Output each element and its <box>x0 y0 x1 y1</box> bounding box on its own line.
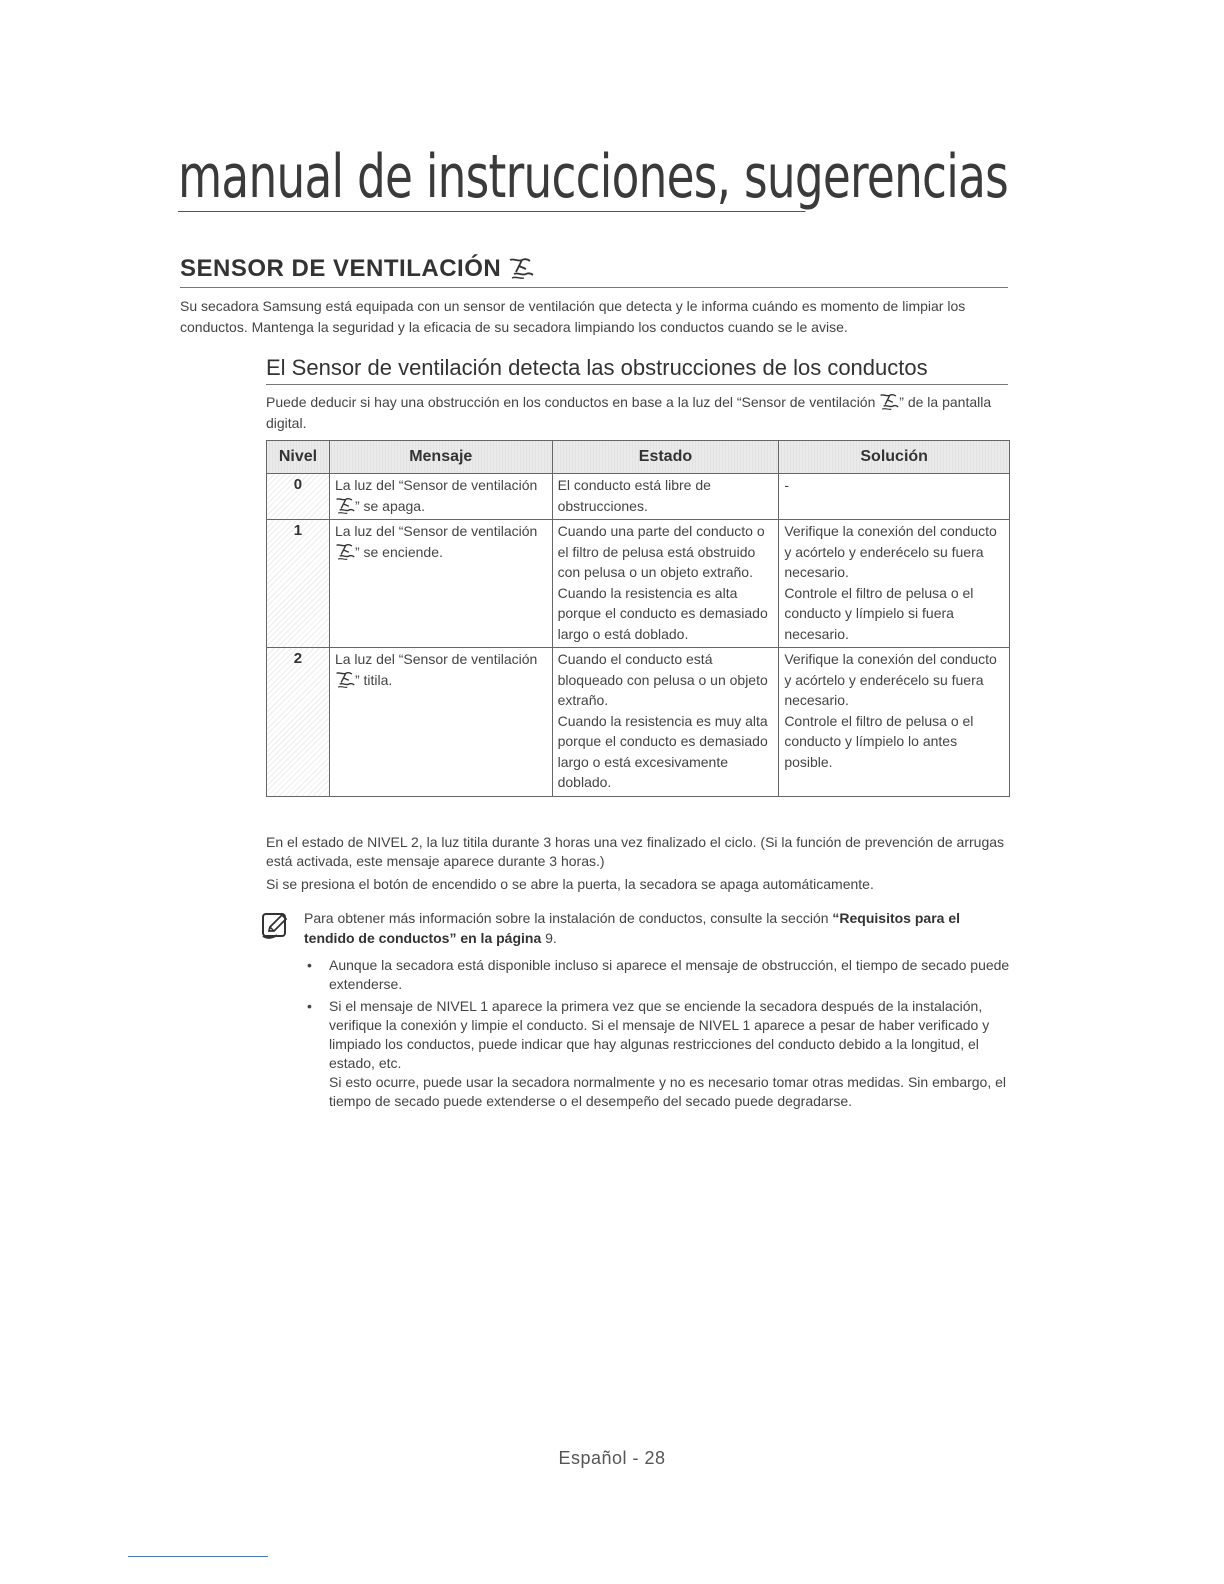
message-text-end: ” se apaga. <box>354 497 425 514</box>
header-estado: Estado <box>552 441 779 474</box>
solution-text: Verifique la conexión del conducto y acórtelo y enderécelo su fuera necesario. <box>784 523 997 580</box>
solution-cell <box>779 520 1010 648</box>
subsection-intro-part2: ” de la pantalla digital. <box>266 394 992 431</box>
solution-text: Controle el filtro de pelusa o el conducto y límpielo si fuera necesario. <box>784 584 974 642</box>
list-item <box>305 997 1010 1111</box>
header-nivel: Nivel <box>267 441 330 474</box>
message-text-end: ” se enciende. <box>354 543 443 560</box>
bullet-list <box>305 956 1010 1114</box>
table-row <box>267 648 1010 797</box>
note-reference: “Requisitos para el tendido de conductos” en la página <box>304 910 960 946</box>
installation-note <box>266 908 1010 948</box>
note-text-start: Para obtener más información sobre la instalación de conductos, consulte la sección <box>304 910 833 926</box>
table-header-row <box>267 441 1010 474</box>
table-row <box>267 474 1010 520</box>
solution-text: - <box>784 477 789 493</box>
bullet-text: Si el mensaje de NIVEL 1 aparece la primera vez que se enciende la secadora después de la instalación, verifique la conexión y limpie el conducto. Si el mensaje de NIVEL 1 aparece a pesar de haber verificado y limpiado los conductos, puede indicar que hay algunas restricciones del conducto debido a la longitud, el estado, etc. <box>329 998 990 1071</box>
message-cell <box>329 520 552 648</box>
vent-sensor-icon <box>335 671 355 688</box>
page-title: manual de instrucciones, sugerencias <box>178 142 1008 212</box>
bullet-dot: • <box>307 998 312 1014</box>
solution-text: Verifique la conexión del conducto y acórtelo y enderécelo su fuera necesario. <box>784 651 997 708</box>
state-text: Cuando el conducto está bloqueado con pelusa o un objeto extraño. <box>557 651 768 708</box>
state-cell <box>552 520 779 648</box>
level-cell: 0 <box>267 474 330 520</box>
solution-cell <box>779 474 1010 520</box>
state-cell <box>552 648 779 797</box>
level-cell: 1 <box>267 520 330 648</box>
bullet-text: Aunque la secadora está disponible incluso si aparece el mensaje de obstrucción, el tiempo de secado puede extenderse. <box>329 957 1010 992</box>
subsection-intro <box>266 392 1010 434</box>
section-intro: Su secadora Samsung está equipada con un sensor de ventilación que detecta y le informa cuándo es momento de limpiar los conductos. Mantenga la seguridad y la eficacia de su secadora limpiando los conductos cuando se le avise. <box>180 298 966 335</box>
message-text: La luz del “Sensor de ventilación <box>334 523 538 539</box>
state-text: Cuando la resistencia es alta porque el conducto es demasiado largo o está doblado. <box>557 584 768 642</box>
vent-sensor-table <box>266 440 1010 797</box>
list-item <box>305 956 1010 994</box>
solution-text: Controle el filtro de pelusa o el conducto y límpielo lo antes posible. <box>784 712 974 770</box>
header-mensaje: Mensaje <box>329 441 552 474</box>
section-title <box>180 255 1008 288</box>
page-footer: Español - 28 <box>558 1448 666 1468</box>
note-text <box>304 908 1010 948</box>
table-row <box>267 520 1010 648</box>
message-text-end: ” titila. <box>354 671 393 688</box>
subsection-intro-part1: Puede deducir si hay una obstrucción en los conductos en base a la luz del “Sensor de ventilación <box>266 394 880 410</box>
power-note: Si se presiona el botón de encendido o se abre la puerta, la secadora se apaga automáticamente. <box>266 876 874 892</box>
bullet-text-continued: Si esto ocurre, puede usar la secadora normalmente y no es necesario tomar otras medidas. Sin embargo, el tiempo de secado puede extenderse o el desempeño del secado puede degradarse. <box>329 1074 1007 1109</box>
header-solucion: Solución <box>779 441 1010 474</box>
level2-note: En el estado de NIVEL 2, la luz titila durante 3 horas una vez finalizado el ciclo. (Si la función de prevención de arrugas está activada, este mensaje aparece durante 3 horas.) <box>266 834 1005 869</box>
vent-sensor-icon <box>879 393 899 410</box>
after-table-notes <box>266 833 1010 898</box>
state-text: El conducto está libre de obstrucciones. <box>557 477 711 514</box>
state-text: Cuando una parte del conducto o el filtro de pelusa está obstruido con pelusa o un objeto extraño. <box>557 523 765 580</box>
solution-cell <box>779 648 1010 797</box>
level-cell: 2 <box>267 648 330 797</box>
message-cell <box>329 648 552 797</box>
footer-divider <box>128 1556 268 1557</box>
message-text: La luz del “Sensor de ventilación <box>334 477 538 493</box>
subsection-title: El Sensor de ventilación detecta las obstrucciones de los conductos <box>266 355 1008 385</box>
message-text: La luz del “Sensor de ventilación <box>334 651 538 667</box>
state-text: Cuando la resistencia es muy alta porque el conducto es demasiado largo o está excesivamente doblado. <box>557 712 768 790</box>
state-cell <box>552 474 779 520</box>
note-page: 9. <box>541 930 557 946</box>
bullet-dot: • <box>307 957 312 973</box>
vent-sensor-icon <box>508 257 534 279</box>
message-cell <box>329 474 552 520</box>
vent-sensor-icon <box>335 497 355 514</box>
note-pencil-icon <box>261 911 291 941</box>
section-title-text: SENSOR DE VENTILACIÓN <box>180 255 502 282</box>
vent-sensor-icon <box>335 543 355 560</box>
